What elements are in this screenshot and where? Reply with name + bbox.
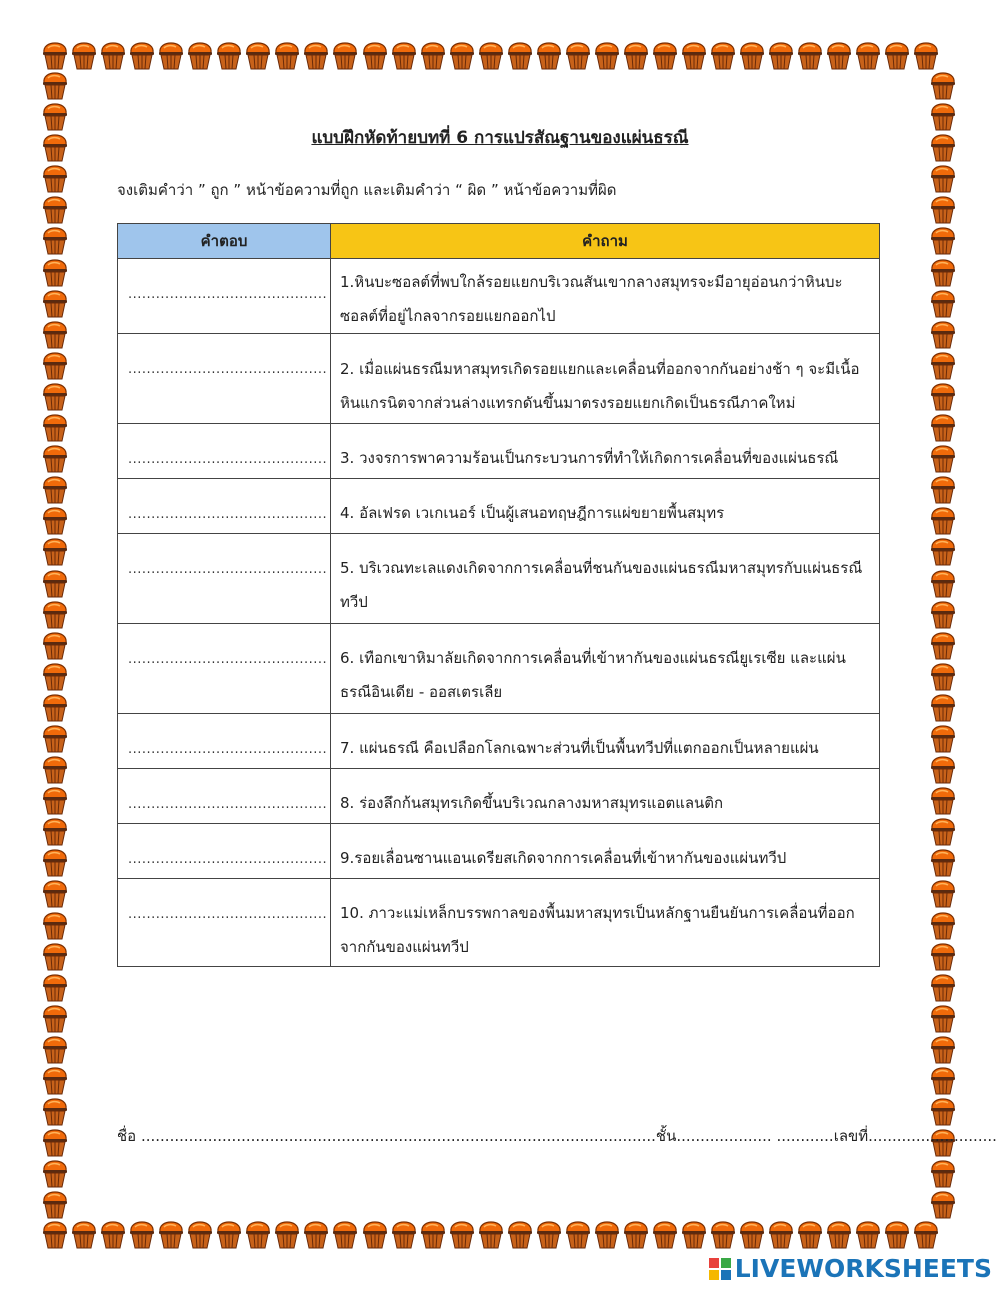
muffin-icon <box>594 42 620 70</box>
muffin-border-bottom <box>42 1221 942 1249</box>
muffin-icon <box>42 1191 68 1219</box>
muffin-icon <box>930 321 956 349</box>
muffin-icon <box>681 42 707 70</box>
muffin-icon <box>42 227 68 255</box>
muffin-icon <box>930 538 956 566</box>
muffin-icon <box>42 880 68 908</box>
muffin-icon <box>930 912 956 940</box>
muffin-icon <box>100 1221 126 1249</box>
muffin-icon <box>826 1221 852 1249</box>
muffin-icon <box>42 570 68 598</box>
muffin-icon <box>536 1221 562 1249</box>
muffin-icon <box>42 632 68 660</box>
muffin-icon <box>42 1129 68 1157</box>
answer-cell[interactable] <box>118 624 331 714</box>
muffin-icon <box>768 1221 794 1249</box>
muffin-icon <box>42 943 68 971</box>
muffin-icon <box>100 42 126 70</box>
muffin-icon <box>930 725 956 753</box>
muffin-icon <box>913 1221 939 1249</box>
muffin-icon <box>71 42 97 70</box>
muffin-icon <box>129 1221 155 1249</box>
muffin-icon <box>930 974 956 1002</box>
answer-blank[interactable]: ........................................... <box>128 852 328 867</box>
muffin-icon <box>303 42 329 70</box>
muffin-icon <box>930 849 956 877</box>
muffin-icon <box>42 321 68 349</box>
liveworksheets-brand[interactable] <box>708 1254 992 1283</box>
muffin-icon <box>826 42 852 70</box>
question-cell <box>331 624 880 714</box>
muffin-icon <box>362 1221 388 1249</box>
answer-blank[interactable]: ........................................... <box>128 907 328 922</box>
muffin-icon <box>710 1221 736 1249</box>
muffin-icon <box>507 42 533 70</box>
muffin-icon <box>449 1221 475 1249</box>
muffin-icon <box>245 1221 271 1249</box>
muffin-icon <box>930 601 956 629</box>
muffin-icon <box>930 445 956 473</box>
muffin-icon <box>930 227 956 255</box>
question-cell <box>331 479 880 534</box>
muffin-icon <box>768 42 794 70</box>
muffin-icon <box>42 42 68 70</box>
muffin-icon <box>42 1005 68 1033</box>
table-row <box>118 714 880 769</box>
muffin-icon <box>930 1067 956 1095</box>
question-text: 2. เมื่อแผ่นธรณีมหาสมุทรเกิดรอยแยกและเคลื่อนที่ออกจากกันอย่างช้า ๆ จะมีเนื้อหินแกรนิตจากส่วนล่างแทรกดันขึ้นมาตรงรอยแยกเกิดเป็นธรณีภาคใหม่ <box>340 360 860 412</box>
muffin-icon <box>739 1221 765 1249</box>
answer-blank[interactable]: ........................................... <box>128 742 328 757</box>
muffin-icon <box>623 42 649 70</box>
answer-blank[interactable]: ........................................... <box>128 797 328 812</box>
muffin-icon <box>42 1160 68 1188</box>
muffin-icon <box>187 42 213 70</box>
question-table <box>117 223 880 967</box>
answer-cell[interactable] <box>118 714 331 769</box>
muffin-icon <box>42 72 68 100</box>
answer-cell[interactable] <box>118 334 331 424</box>
muffin-icon <box>930 165 956 193</box>
muffin-icon <box>42 756 68 784</box>
muffin-icon <box>855 42 881 70</box>
answer-cell[interactable] <box>118 824 331 879</box>
muffin-icon <box>42 290 68 318</box>
muffin-icon <box>884 42 910 70</box>
muffin-icon <box>930 196 956 224</box>
muffin-icon <box>930 818 956 846</box>
muffin-icon <box>930 383 956 411</box>
muffin-icon <box>930 290 956 318</box>
muffin-icon <box>42 849 68 877</box>
muffin-icon <box>930 570 956 598</box>
muffin-icon <box>42 196 68 224</box>
muffin-icon <box>391 1221 417 1249</box>
muffin-icon <box>797 42 823 70</box>
muffin-icon <box>420 1221 446 1249</box>
muffin-icon <box>930 663 956 691</box>
muffin-icon <box>855 1221 881 1249</box>
muffin-border-left <box>42 72 68 1222</box>
muffin-icon <box>930 476 956 504</box>
muffin-icon <box>274 42 300 70</box>
muffin-icon <box>42 1036 68 1064</box>
muffin-icon <box>42 165 68 193</box>
muffin-icon <box>565 1221 591 1249</box>
question-cell <box>331 879 880 967</box>
muffin-icon <box>332 1221 358 1249</box>
muffin-icon <box>594 1221 620 1249</box>
muffin-icon <box>42 1098 68 1126</box>
muffin-icon <box>536 42 562 70</box>
muffin-icon <box>710 42 736 70</box>
muffin-icon <box>930 1191 956 1219</box>
muffin-icon <box>42 352 68 380</box>
table-row <box>118 824 880 879</box>
answer-blank[interactable]: ........................................... <box>128 287 328 302</box>
header-answer: คำตอบ <box>118 224 331 259</box>
muffin-icon <box>739 42 765 70</box>
answer-blank[interactable]: ........................................... <box>128 652 328 667</box>
muffin-icon <box>930 943 956 971</box>
question-text: 6. เทือกเขาหิมาลัยเกิดจากการเคลื่อนที่เข้าหากันของแผ่นธรณียูเรเซีย และแผ่นธรณีอินเดีย - ออสเตรเลีย <box>340 649 846 701</box>
muffin-icon <box>652 1221 678 1249</box>
muffin-icon <box>42 725 68 753</box>
muffin-icon <box>71 1221 97 1249</box>
muffin-icon <box>478 42 504 70</box>
muffin-icon <box>42 259 68 287</box>
muffin-icon <box>930 507 956 535</box>
muffin-icon <box>216 42 242 70</box>
answer-blank[interactable]: ........................................... <box>128 362 328 377</box>
question-text: 9.รอยเลื่อนซานแอนเดรียสเกิดจากการเคลื่อนที่เข้าหากันของแผ่นทวีป <box>340 849 787 867</box>
table-row <box>118 334 880 424</box>
muffin-icon <box>681 1221 707 1249</box>
question-text: 4. อัลเฟรด เวเกเนอร์ เป็นผู้เสนอทฤษฎีการแผ่ขยายพื้นสมุทร <box>340 504 725 522</box>
muffin-icon <box>274 1221 300 1249</box>
muffin-icon <box>652 42 678 70</box>
muffin-icon <box>42 663 68 691</box>
worksheet-instruction: จงเติมคำว่า ” ถูก ” หน้าข้อความที่ถูก และเติมคำว่า “ ผิด ” หน้าข้อความที่ผิด <box>117 181 617 199</box>
muffin-icon <box>42 476 68 504</box>
muffin-icon <box>216 1221 242 1249</box>
muffin-icon <box>930 259 956 287</box>
worksheet-title: แบบฝึกหัดท้ายบทที่ 6 การแปรสัณฐานของแผ่นธรณี <box>311 128 689 148</box>
muffin-icon <box>507 1221 533 1249</box>
muffin-icon <box>129 42 155 70</box>
student-info-line[interactable]: ชื่อ ............................................................................................................ชั้น.................... ............เลขที่........................... <box>117 1127 997 1145</box>
muffin-icon <box>158 1221 184 1249</box>
muffin-icon <box>930 1036 956 1064</box>
table-row <box>118 479 880 534</box>
answer-cell[interactable] <box>118 879 331 967</box>
question-text: 5. บริเวณทะเลแดงเกิดจากการเคลื่อนที่ชนกันของแผ่นธรณีมหาสมุทรกับแผ่นธรณีทวีป <box>340 559 863 611</box>
muffin-icon <box>42 818 68 846</box>
liveworksheets-logo-icon <box>708 1257 732 1281</box>
muffin-icon <box>884 1221 910 1249</box>
muffin-icon <box>332 42 358 70</box>
muffin-border-top <box>42 42 942 70</box>
muffin-icon <box>449 42 475 70</box>
question-cell <box>331 824 880 879</box>
muffin-icon <box>362 42 388 70</box>
muffin-icon <box>930 756 956 784</box>
answer-blank[interactable]: ........................................... <box>128 452 328 467</box>
muffin-icon <box>42 912 68 940</box>
question-text: 7. แผ่นธรณี คือเปลือกโลกเฉพาะส่วนที่เป็นพื้นทวีปที่แตกออกเป็นหลายแผ่น <box>340 739 819 757</box>
muffin-icon <box>930 1005 956 1033</box>
table-row <box>118 879 880 967</box>
answer-blank[interactable]: ........................................... <box>128 507 328 522</box>
muffin-icon <box>420 42 446 70</box>
table-row <box>118 769 880 824</box>
answer-cell[interactable] <box>118 534 331 624</box>
muffin-icon <box>42 601 68 629</box>
question-cell <box>331 769 880 824</box>
table-row <box>118 424 880 479</box>
question-cell <box>331 534 880 624</box>
question-text: 1.หินบะซอลต์ที่พบใกล้รอยแยกบริเวณสันเขากลางสมุทรจะมีอายุอ่อนกว่าหินบะซอลต์ที่อยู่ไกลจากรอยแยกออกไป <box>340 273 843 325</box>
muffin-icon <box>623 1221 649 1249</box>
question-cell <box>331 259 880 334</box>
table-row <box>118 534 880 624</box>
muffin-icon <box>930 880 956 908</box>
brand-name: LIVEWORKSHEETS <box>734 1254 992 1283</box>
muffin-icon <box>930 1160 956 1188</box>
header-question: คำถาม <box>331 224 880 259</box>
answer-cell[interactable] <box>118 424 331 479</box>
muffin-icon <box>42 538 68 566</box>
muffin-icon <box>478 1221 504 1249</box>
muffin-icon <box>391 42 417 70</box>
muffin-icon <box>303 1221 329 1249</box>
question-text: 10. ภาวะแม่เหล็กบรรพกาลของพื้นมหาสมุทรเป็นหลักฐานยืนยันการเคลื่อนที่ออกจากกันของแผ่นทวีป <box>340 904 855 956</box>
muffin-icon <box>42 414 68 442</box>
muffin-icon <box>913 42 939 70</box>
answer-cell[interactable] <box>118 259 331 334</box>
muffin-icon <box>930 352 956 380</box>
muffin-icon <box>42 507 68 535</box>
muffin-icon <box>158 42 184 70</box>
question-text: 3. วงจรการพาความร้อนเป็นกระบวนการที่ทำให้เกิดการเคลื่อนที่ของแผ่นธรณี <box>340 449 839 467</box>
muffin-icon <box>930 72 956 100</box>
table-header-row <box>118 224 880 259</box>
question-cell <box>331 334 880 424</box>
muffin-icon <box>42 694 68 722</box>
muffin-icon <box>42 787 68 815</box>
answer-cell[interactable] <box>118 769 331 824</box>
answer-cell[interactable] <box>118 479 331 534</box>
muffin-icon <box>42 383 68 411</box>
answer-blank[interactable]: ........................................... <box>128 562 328 577</box>
muffin-icon <box>42 445 68 473</box>
table-row <box>118 259 880 334</box>
muffin-icon <box>930 1098 956 1126</box>
muffin-icon <box>245 42 271 70</box>
question-cell <box>331 424 880 479</box>
muffin-icon <box>930 694 956 722</box>
muffin-icon <box>930 632 956 660</box>
muffin-icon <box>42 1221 68 1249</box>
muffin-icon <box>42 974 68 1002</box>
muffin-icon <box>187 1221 213 1249</box>
muffin-border-right <box>930 72 956 1222</box>
muffin-icon <box>930 414 956 442</box>
question-cell <box>331 714 880 769</box>
muffin-icon <box>797 1221 823 1249</box>
muffin-icon <box>930 787 956 815</box>
muffin-icon <box>42 1067 68 1095</box>
table-row <box>118 624 880 714</box>
muffin-icon <box>565 42 591 70</box>
question-text: 8. ร่องลึกก้นสมุทรเกิดขึ้นบริเวณกลางมหาสมุทรแอตแลนติก <box>340 794 724 812</box>
